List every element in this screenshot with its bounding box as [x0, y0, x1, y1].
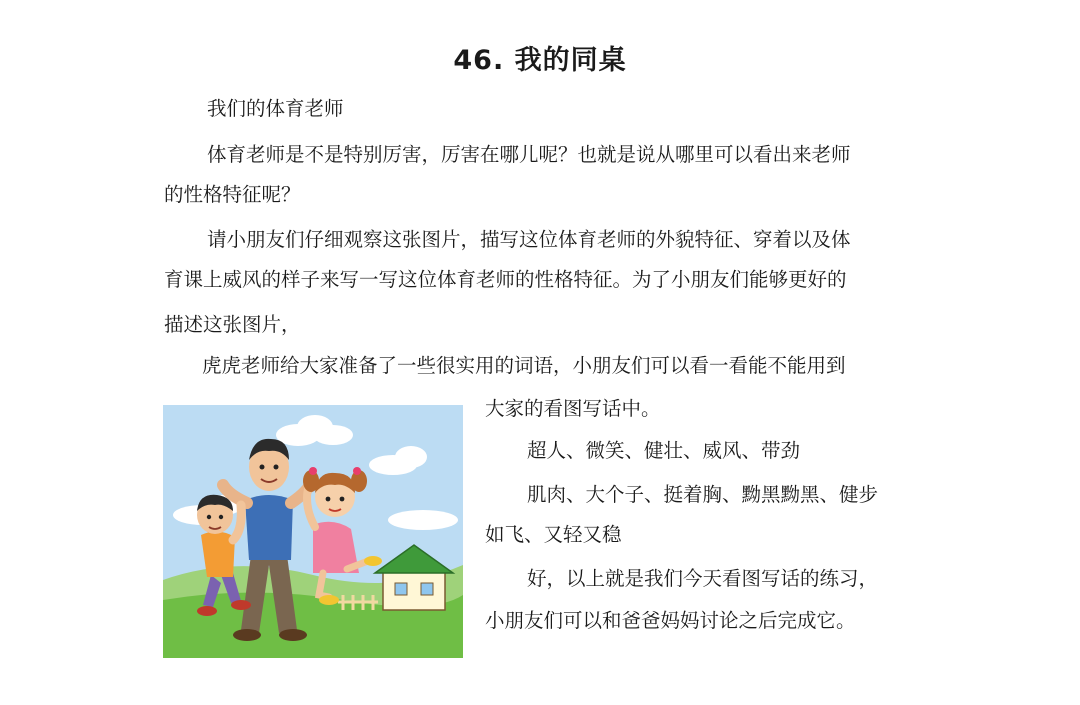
- paragraph-line: 请小朋友们仔细观察这张图片，描写这位体育老师的外貌特征、穿着以及体: [207, 228, 851, 251]
- paragraph-line: 体育老师是不是特别厉害，厉害在哪儿呢？也就是说从哪里可以看出来老师: [207, 143, 851, 166]
- paragraph-line: 虎虎老师给大家准备了一些很实用的词语，小朋友们可以看一看能不能用到: [202, 354, 846, 377]
- paragraph-line: 育课上威风的样子来写一写这位体育老师的性格特征。为了小朋友们能够更好的: [164, 268, 847, 291]
- word-list-line: 如飞、又轻又稳: [485, 523, 622, 546]
- page-title: 46. 我的同桌: [453, 45, 627, 76]
- paragraph-line: 的性格特征呢？: [164, 183, 301, 206]
- paragraph-line: 小朋友们可以和爸爸妈妈讨论之后完成它。: [485, 609, 856, 632]
- paragraph-line: 大家的看图写话中。: [485, 397, 661, 420]
- paragraph-line: 好，以上就是我们今天看图写话的练习，: [527, 567, 879, 590]
- illustration-teacher-children: [163, 405, 463, 658]
- section-heading: 我们的体育老师: [207, 97, 344, 120]
- paragraph-line: 描述这张图片，: [164, 313, 301, 336]
- word-list-line: 超人、微笑、健壮、威风、带劲: [527, 439, 801, 462]
- word-list-line: 肌肉、大个子、挺着胸、黝黑黝黑、健步: [527, 483, 879, 506]
